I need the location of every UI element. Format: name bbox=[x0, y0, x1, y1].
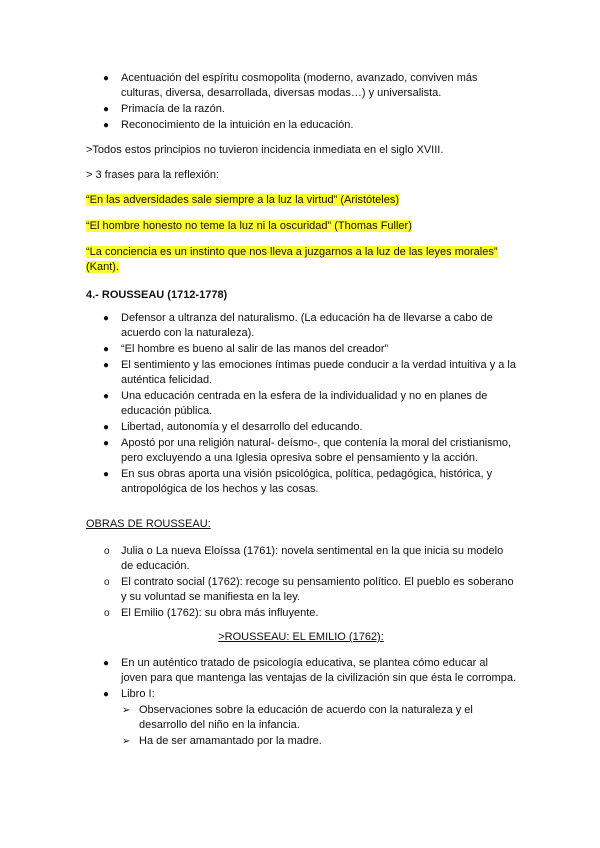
list-item-text: El sentimiento y las emociones íntimas puede conducir a la verdad intuitiva y a la auténtica felicidad. bbox=[121, 359, 516, 386]
list-item-text: El contrato social (1762): recoge su pensamiento político. El pueblo es soberano y su voluntad se manifiesta en la ley. bbox=[121, 576, 514, 603]
list-item bbox=[86, 71, 516, 101]
list-item-text: Apostó por una religión natural- deísmo-, que contenía la moral del cristianismo, pero excluyendo a una Iglesia opresiva sobre el pensamiento y la acción. bbox=[121, 437, 512, 464]
list-emilio-block bbox=[86, 656, 516, 750]
quote-aristoteles bbox=[86, 193, 516, 208]
quote-fuller bbox=[86, 219, 516, 234]
list-item bbox=[86, 436, 516, 466]
list-item-text: Una educación centrada en la esfera de la individualidad y no en planes de educación pública. bbox=[121, 390, 488, 417]
list-item bbox=[86, 687, 516, 702]
bullet-icon: ● bbox=[103, 391, 110, 402]
list-rousseau-block bbox=[86, 311, 516, 498]
paragraph-principles: >Todos estos principios no tuvieron incidencia inmediata en el siglo XVIII. bbox=[86, 144, 444, 156]
hollow-list-obras bbox=[86, 544, 516, 621]
list-item-text: El Emilio (1762): su obra más influyente. bbox=[121, 607, 319, 619]
arrow-bullet-icon: ➢ bbox=[122, 736, 131, 747]
list-item bbox=[86, 358, 516, 388]
list-item-text: Libertad, autonomía y el desarrollo del educando. bbox=[121, 421, 363, 433]
heading-obras: OBRAS DE ROUSSEAU: bbox=[86, 518, 211, 530]
bullet-icon: ● bbox=[103, 422, 110, 433]
hollow-bullet-icon: o bbox=[104, 608, 110, 619]
list-item-text: Primacía de la razón. bbox=[121, 103, 225, 115]
bullet-icon: ● bbox=[103, 104, 110, 115]
list-item bbox=[86, 606, 516, 621]
highlighted-text: “En las adversidades sale siempre a la luz la virtud” (Aristóteles) bbox=[86, 194, 400, 206]
hollow-bullet-icon: o bbox=[104, 546, 110, 557]
list-item bbox=[86, 734, 516, 749]
list-item bbox=[86, 311, 516, 341]
bullet-icon: ● bbox=[103, 658, 110, 669]
highlighted-text: “El hombre honesto no teme la luz ni la oscuridad” (Thomas Fuller) bbox=[86, 220, 412, 232]
list-item-text: Defensor a ultranza del naturalismo. (La educación ha de llevarse a cabo de acuerdo con la naturaleza). bbox=[121, 312, 493, 339]
bullet-icon: ● bbox=[103, 344, 110, 355]
bullet-icon: ● bbox=[103, 120, 110, 131]
list-item bbox=[86, 703, 516, 733]
bullet-icon: ● bbox=[103, 438, 110, 449]
list-item-text: Libro I: bbox=[121, 688, 155, 700]
list-item-text: Acentuación del espíritu cosmopolita (moderno, avanzado, conviven más culturas, diversa, desarrollada, diversas modas…) y universalista. bbox=[121, 72, 478, 99]
list-item-text: En un auténtico tratado de psicología educativa, se plantea cómo educar al joven para que mantenga las ventajas de la civilización sin que ésta le corrompa. bbox=[121, 657, 517, 684]
list-item bbox=[86, 656, 516, 686]
arrow-bullet-icon: ➢ bbox=[122, 705, 131, 716]
list-item bbox=[86, 342, 516, 357]
list-item bbox=[86, 467, 516, 497]
paragraph-frases: > 3 frases para la reflexión: bbox=[86, 169, 219, 181]
bullet-list-rousseau bbox=[86, 311, 516, 497]
bullet-icon: ● bbox=[103, 469, 110, 480]
bullet-icon: ● bbox=[103, 73, 110, 84]
list-item bbox=[86, 118, 516, 133]
list-obras-block bbox=[86, 544, 516, 622]
list-item-text: En sus obras aporta una visión psicológica, política, pedagógica, histórica, y antropológica de los hechos y las cosas. bbox=[121, 468, 493, 495]
heading-rousseau: 4.- ROUSSEAU (1712-1778) bbox=[86, 289, 228, 301]
bullet-icon: ● bbox=[103, 313, 110, 324]
highlighted-text: “La conciencia es un instinto que nos lleva a juzgarnos a la luz de las leyes morales” (Kant). bbox=[86, 246, 498, 273]
hollow-bullet-icon: o bbox=[104, 577, 110, 588]
bullet-list-top bbox=[86, 71, 516, 133]
list-item bbox=[86, 389, 516, 419]
list-top-block bbox=[86, 71, 516, 134]
list-item bbox=[86, 544, 516, 574]
bullet-list-emilio bbox=[86, 656, 516, 702]
list-item-text: Reconocimiento de la intuición en la educación. bbox=[121, 119, 354, 131]
list-item-text: Ha de ser amamantado por la madre. bbox=[139, 735, 322, 747]
bullet-icon: ● bbox=[103, 360, 110, 371]
list-item-text: “El hombre es bueno al salir de las manos del creador” bbox=[121, 343, 389, 355]
list-item bbox=[86, 420, 516, 435]
bullet-icon: ● bbox=[103, 689, 110, 700]
quote-kant bbox=[86, 245, 516, 275]
list-item bbox=[86, 102, 516, 117]
list-item-text: Observaciones sobre la educación de acuerdo con la naturaleza y el desarrollo del niño en la infancia. bbox=[139, 704, 473, 731]
heading-emilio: >ROUSSEAU: EL EMILIO (1762): bbox=[218, 631, 384, 643]
arrow-list-libro1 bbox=[86, 703, 516, 749]
list-item-text: Julia o La nueva Eloíssa (1761): novela sentimental en la que inicia su modelo de educación. bbox=[121, 545, 504, 572]
list-item bbox=[86, 575, 516, 605]
